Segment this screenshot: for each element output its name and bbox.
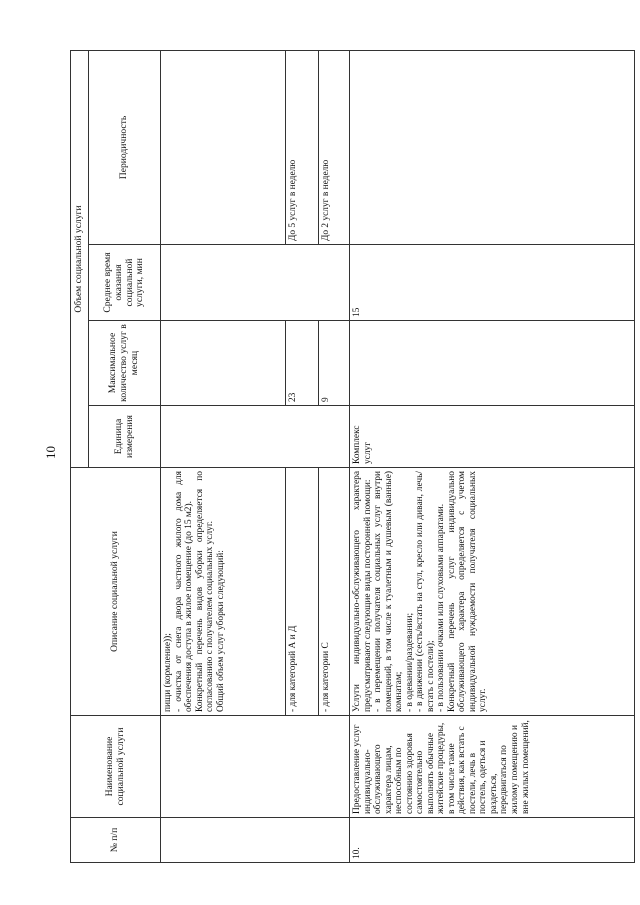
cell-avg-empty — [161, 245, 350, 321]
header-name: Наименование социальной услуги — [71, 716, 161, 818]
item10-avg: 15 — [350, 245, 635, 321]
table-row — [350, 50, 635, 862]
desc-line: - очистка от снега двора частного жилого дома для обеспечения доступа в жилое помещение (до 15 м2). — [173, 471, 195, 712]
desc-line: пищи (кормление)); — [163, 633, 173, 712]
header-avg-time: Среднее время оказания социальной услуги, мин — [89, 245, 161, 321]
item10-period-empty — [350, 50, 635, 244]
table-row — [161, 50, 286, 862]
cat-c-desc: - для категории С — [319, 468, 350, 716]
item10-name: Предоставление услуг индивидуально-обслуживающего характера лицам, неспособным по состоянию здоровья самостоятельно выполнять обычные житейские процедуры, в том числе такие действия, как встать с постели, лечь в постель, одеться и раздеться, передвигаться по жилому помещению и вне жилых помещений, — [350, 716, 635, 818]
desc-line: - в движении (сесть/встать на стул, кресло или диван, лечь/встать с постели); — [415, 471, 436, 712]
cat-ad-max: 23 — [286, 321, 319, 406]
desc-line: Конкретный перечень видов уборки определяется по согласованию с получателем социальных услуг. — [194, 471, 216, 712]
item10-max-empty — [350, 321, 635, 406]
desc-line: - в пользовании очками или слуховыми аппаратами. — [436, 503, 447, 712]
item10-description — [350, 468, 635, 716]
cat-c-period: До 2 услуг в неделю — [319, 50, 350, 244]
cell-name-empty — [161, 716, 350, 818]
cell-num-empty — [161, 818, 350, 863]
rotated-page — [35, 30, 615, 875]
page-number: 10 — [43, 446, 58, 459]
header-description: Описание социальной услуги — [71, 468, 161, 716]
cat-ad-period: До 5 услуг в неделю — [286, 50, 319, 244]
header-volume-group: Объем социальной услуги — [71, 50, 89, 467]
cell-max-empty — [161, 321, 286, 406]
cat-ad-desc: - для категорий А и Д — [286, 468, 319, 716]
header-num: № п/п — [71, 818, 161, 863]
header-unit: Единица измерения — [89, 406, 161, 468]
cat-c-max: 9 — [319, 321, 350, 406]
desc-line: - в одевании/раздевании; — [404, 612, 415, 712]
services-table — [70, 50, 635, 863]
cell-continued-description — [161, 468, 286, 716]
desc-line: Конкретный перечень услуг индивидуально обслуживающего характера определяется с учетом индивидуальной нуждаемости получателя социальных услуг. — [446, 471, 489, 712]
cell-unit-empty — [161, 406, 350, 468]
desc-line: Общий объем услуг уборки следующий: — [215, 550, 226, 712]
desc-line: - в перемещении получателя социальных услуг внутри помещений, в том числе к туалетным и душевым (ванные) комнатам; — [373, 471, 405, 712]
cell-period-empty — [161, 50, 286, 244]
item10-num: 10. — [350, 818, 635, 863]
desc-line: Услуги индивидуально-обслуживающего характера предусматривают следующие виды посторонней помощи: — [352, 471, 373, 712]
item10-unit: Комплекс услуг — [350, 406, 635, 468]
header-max-qty: Максимальное количество услуг в месяц — [89, 321, 161, 406]
header-period: Периодичность — [89, 50, 161, 244]
